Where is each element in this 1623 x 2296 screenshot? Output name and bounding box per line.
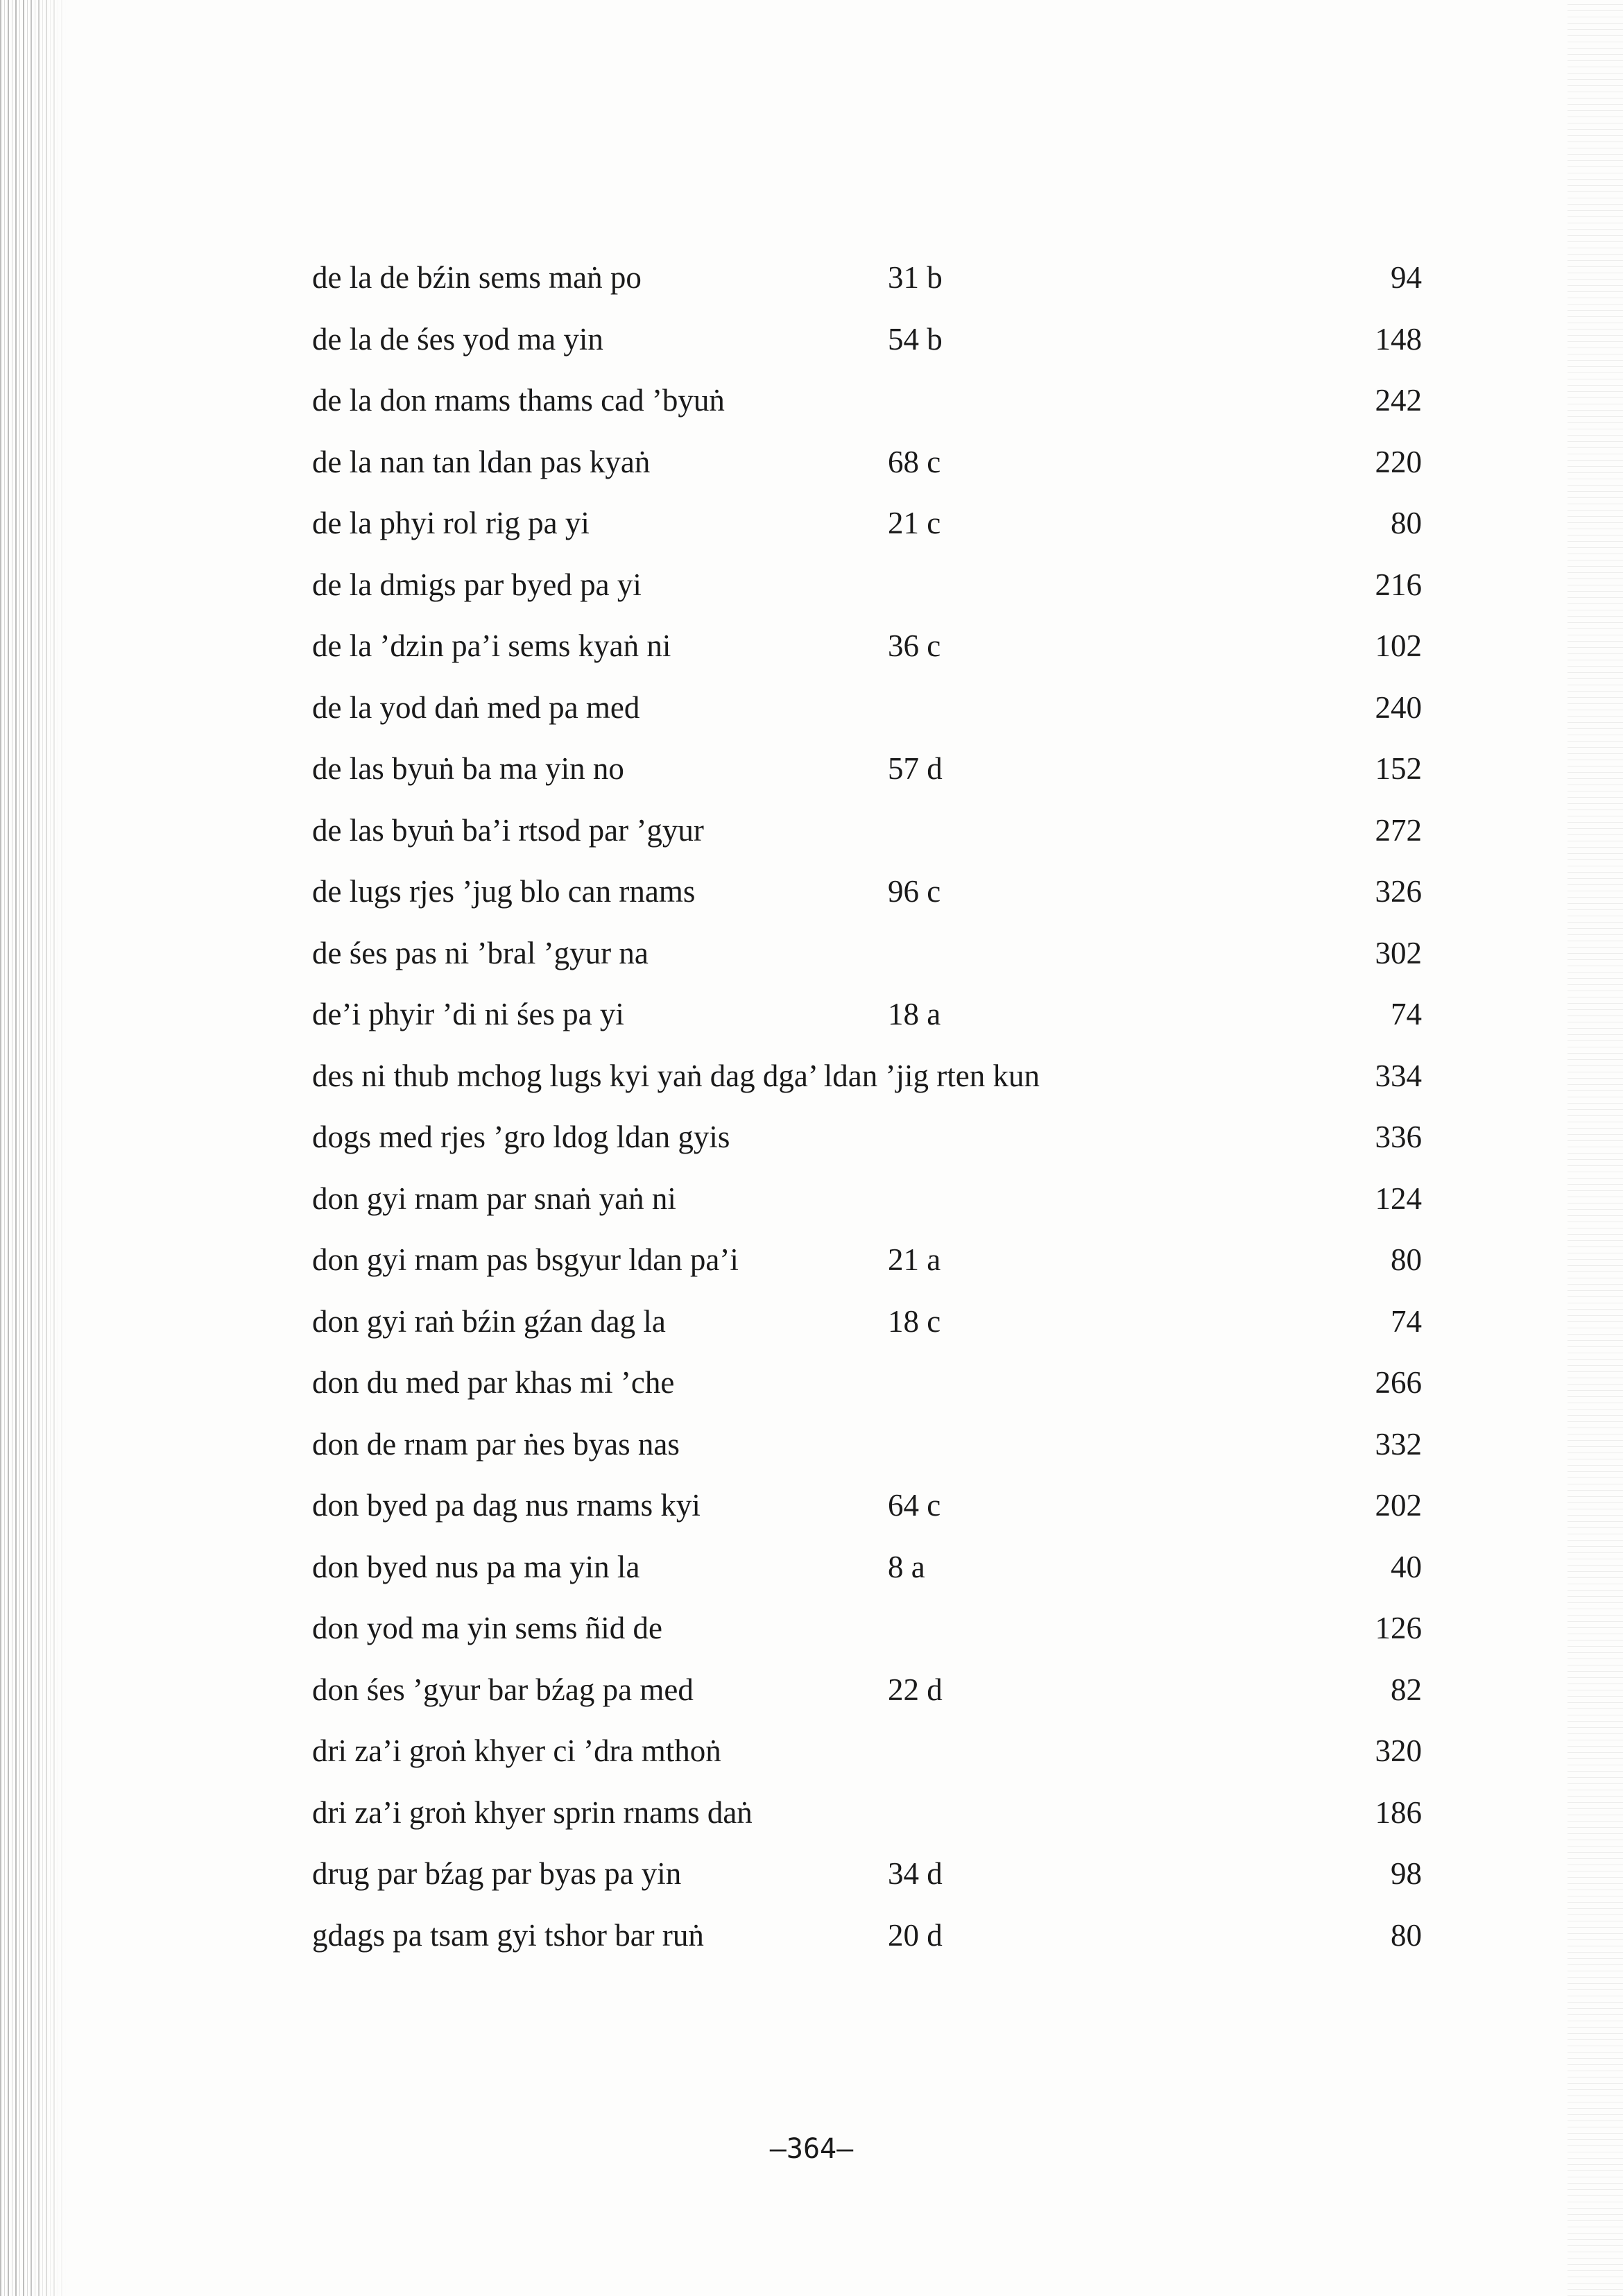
entry-reference: 18 a — [888, 997, 941, 1031]
index-entry — [312, 309, 1422, 370]
entry-reference: 21 a — [888, 1242, 941, 1277]
entry-term: de las byuṅ ba’i rtsod par ’gyur — [312, 812, 704, 848]
entry-page-number: 126 — [1375, 1611, 1422, 1645]
entry-page-number: 202 — [1375, 1488, 1422, 1523]
entry-reference: 21 c — [888, 506, 941, 540]
index-entry — [312, 554, 1422, 616]
entry-term: dogs med rjes ’gro ldog ldan gyis — [312, 1120, 730, 1154]
entry-page-number: 302 — [1375, 935, 1422, 970]
entry-term: dri za’i groṅ khyer sprin rnams daṅ — [312, 1794, 753, 1830]
entry-reference: 36 c — [888, 628, 941, 663]
entry-term: dri za’i groṅ khyer ci ’dra mthoṅ — [312, 1733, 721, 1768]
entry-page-number: 326 — [1375, 874, 1422, 909]
index-entry — [312, 492, 1422, 554]
index-entry — [312, 1291, 1422, 1353]
entry-term: de la de śes yod ma yin — [312, 321, 603, 357]
binding-edge — [0, 0, 67, 2296]
entry-reference: 8 a — [888, 1549, 925, 1584]
entry-term: de la de bźin sems maṅ po — [312, 260, 642, 295]
entry-page-number: 334 — [1375, 1058, 1422, 1093]
index-entry — [312, 738, 1422, 800]
entry-page-number: 220 — [1375, 444, 1422, 479]
entry-page-number: 216 — [1375, 567, 1422, 602]
entry-term: de lugs rjes ’jug blo can rnams — [312, 874, 696, 909]
entry-reference: 34 d — [888, 1856, 943, 1891]
entry-page-number: 320 — [1375, 1733, 1422, 1768]
entry-term: don byed nus pa ma yin la — [312, 1549, 640, 1584]
index-entry — [312, 431, 1422, 493]
index-entry — [312, 1352, 1422, 1414]
index-entry — [312, 1597, 1422, 1659]
index-entry — [312, 1229, 1422, 1291]
entry-page-number: 94 — [1391, 260, 1422, 295]
entry-term: don gyi raṅ bźin gźan dag la — [312, 1303, 666, 1339]
entry-page-number: 74 — [1391, 997, 1422, 1031]
entry-page-number: 80 — [1391, 1242, 1422, 1277]
entry-page-number: 332 — [1375, 1426, 1422, 1462]
entry-term: de la don rnams thams cad ’byuṅ — [312, 383, 725, 418]
entry-term: de la dmigs par byed pa yi — [312, 567, 642, 602]
entry-page-number: 266 — [1375, 1365, 1422, 1400]
index-entry — [312, 1475, 1422, 1536]
entry-term: drug par bźag par byas pa yin — [312, 1856, 682, 1891]
entry-page-number: 186 — [1375, 1794, 1422, 1830]
entry-term: don du med par khas mi ’che — [312, 1365, 675, 1400]
entry-page-number: 80 — [1391, 1917, 1422, 1953]
entry-page-number: 272 — [1375, 812, 1422, 848]
entry-reference: 31 b — [888, 260, 943, 295]
entry-page-number: 242 — [1375, 383, 1422, 418]
entry-term: don śes ’gyur bar bźag pa med — [312, 1672, 694, 1707]
entry-page-number: 240 — [1375, 689, 1422, 725]
index-entry — [312, 861, 1422, 923]
entry-term: de las byuṅ ba ma yin no — [312, 751, 624, 786]
entry-term: des ni thub mchog lugs kyi yaṅ dag dga’ ldan ’jig rten kun — [312, 1058, 1040, 1093]
entry-term: de la nan tan ldan pas kyaṅ — [312, 444, 651, 479]
entry-reference: 64 c — [888, 1488, 941, 1523]
index-entry — [312, 1045, 1422, 1107]
entry-reference: 22 d — [888, 1672, 943, 1707]
entry-page-number: 82 — [1391, 1672, 1422, 1707]
entry-reference: 57 d — [888, 751, 943, 786]
entry-term: don gyi rnam pas bsgyur ldan pa’i — [312, 1242, 739, 1277]
entry-term: de la yod daṅ med pa med — [312, 689, 640, 725]
entry-page-number: 98 — [1391, 1856, 1422, 1891]
page-edge — [1568, 0, 1623, 2296]
index-entry — [312, 1168, 1422, 1230]
entry-term: de la phyi rol rig pa yi — [312, 506, 590, 540]
index-entry — [312, 370, 1422, 431]
index-entry — [312, 1659, 1422, 1721]
index-entry — [312, 247, 1422, 309]
page-number: —364— — [769, 2133, 854, 2165]
index-entry — [312, 1905, 1422, 1967]
entry-term: don yod ma yin sems ñid de — [312, 1611, 662, 1645]
entry-term: don byed pa dag nus rnams kyi — [312, 1488, 701, 1523]
entry-page-number: 152 — [1375, 751, 1422, 786]
entry-term: gdags pa tsam gyi tshor bar ruṅ — [312, 1917, 704, 1953]
verse-index-list — [312, 247, 1422, 1966]
entry-page-number: 40 — [1391, 1549, 1422, 1584]
index-entry — [312, 1843, 1422, 1905]
entry-term: de’i phyir ’di ni śes pa yi — [312, 997, 624, 1031]
index-entry — [312, 1782, 1422, 1844]
index-entry — [312, 1414, 1422, 1475]
entry-page-number: 74 — [1391, 1303, 1422, 1339]
entry-term: de la ’dzin pa’i sems kyaṅ ni — [312, 628, 671, 663]
entry-reference: 18 c — [888, 1303, 941, 1339]
entry-page-number: 336 — [1375, 1120, 1422, 1154]
entry-page-number: 80 — [1391, 506, 1422, 540]
index-entry — [312, 1720, 1422, 1782]
entry-reference: 20 d — [888, 1917, 943, 1953]
index-entry — [312, 984, 1422, 1045]
index-entry — [312, 677, 1422, 739]
entry-term: don gyi rnam par snaṅ yaṅ ni — [312, 1181, 676, 1216]
entry-reference: 54 b — [888, 321, 943, 357]
index-entry — [312, 1536, 1422, 1598]
index-entry — [312, 1106, 1422, 1168]
index-entry — [312, 923, 1422, 984]
entry-reference: 68 c — [888, 444, 941, 479]
entry-page-number: 148 — [1375, 321, 1422, 357]
index-entry — [312, 800, 1422, 862]
entry-reference: 96 c — [888, 874, 941, 909]
entry-term: don de rnam par ṅes byas nas — [312, 1426, 680, 1462]
index-entry — [312, 615, 1422, 677]
entry-page-number: 124 — [1375, 1181, 1422, 1216]
entry-page-number: 102 — [1375, 628, 1422, 663]
entry-term: de śes pas ni ’bral ’gyur na — [312, 935, 649, 970]
